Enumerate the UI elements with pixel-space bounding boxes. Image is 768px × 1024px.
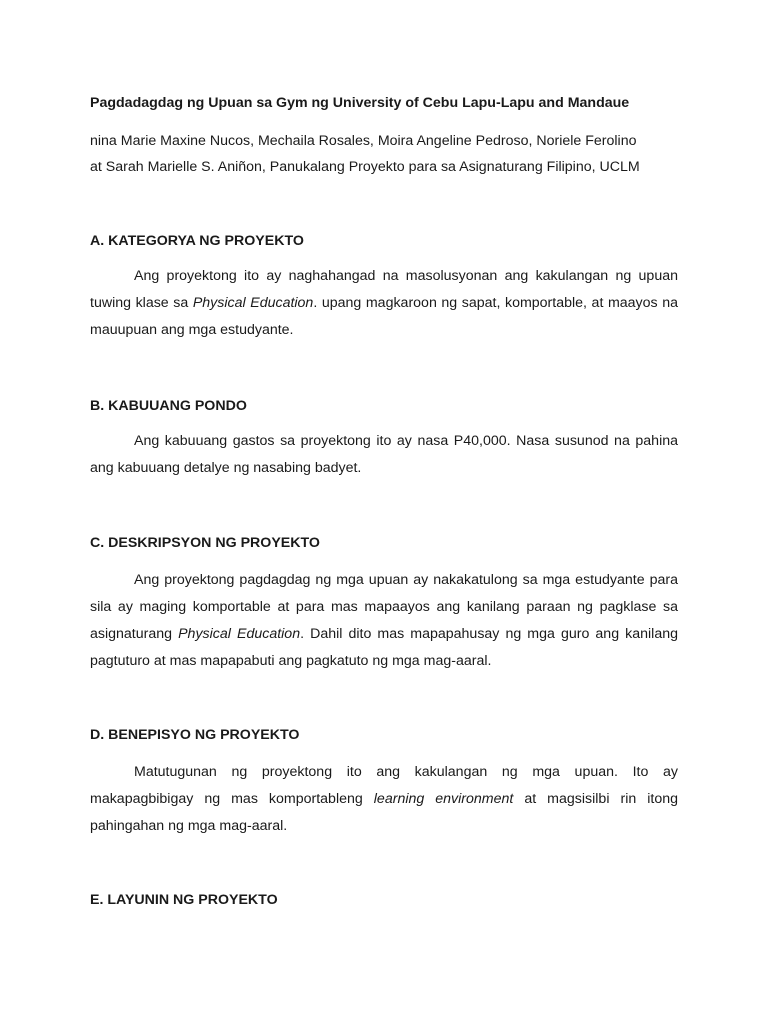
section-heading-benepisyo: D. BENEPISYO NG PROYEKTO [90,727,300,743]
paragraph-italic-term: Physical Education [178,626,301,642]
section-heading-pondo: B. KABUUANG PONDO [90,398,247,414]
section-heading-layunin: E. LAYUNIN NG PROYEKTO [90,892,278,908]
document-authors [90,128,690,180]
section-paragraph-kategorya [90,263,678,344]
section-paragraph-benepisyo [90,759,678,840]
section-heading-deskripsyon: C. DESKRIPSYON NG PROYEKTO [90,535,320,551]
paragraph-text: . upang magkaroon ng sapat, komportable, at maayos na mauupuan ang mga estudyante. [90,295,678,338]
document-page [90,0,678,1024]
authors-line-2: at Sarah Marielle S. Aniñon, Panukalang Proyekto para sa Asignaturang Filipino, UCLM [90,159,640,175]
section-heading-kategorya: A. KATEGORYA NG PROYEKTO [90,233,304,249]
section-paragraph-deskripsyon [90,567,678,675]
paragraph-text: . Dahil dito mas mapapahusay ng mga guro ang kanilang pagtuturo at mas mapapabuti ang pagkatuto ng mga mag-aaral. [90,626,678,669]
paragraph-text: Matutugunan ng proyektong ito ang kakulangan ng mga upuan. Ito ay makapagbibigay ng mas komportableng [90,764,678,807]
paragraph-italic-term: Physical Education [192,295,314,311]
document-title: Pagdadagdag ng Upuan sa Gym ng University of Cebu Lapu-Lapu and Mandaue [90,95,630,111]
paragraph-text: Ang proyektong pagdagdag ng mga upuan ay nakakatulong sa mga estudyante para sila ay maging komportable at para mas mapaayos ang kanilang paraan ng pagklase sa asignaturang [90,572,678,642]
paragraph-italic-term: learning environment [373,791,514,807]
paragraph-text: Ang proyektong ito ay naghahangad na masolusyonan ang kakulangan ng upuan tuwing klase sa [90,268,678,311]
paragraph-text: at magsisilbi rin itong pahingahan ng mga mag-aaral. [90,791,679,834]
paragraph-text: Ang kabuuang gastos sa proyektong ito ay nasa P40,000. Nasa susunod na pahina ang kabuuang detalye ng nasabing badyet. [90,433,678,476]
authors-line-1: nina Marie Maxine Nucos, Mechaila Rosales, Moira Angeline Pedroso, Noriele Ferolino [90,133,637,149]
section-paragraph-pondo [90,428,678,482]
